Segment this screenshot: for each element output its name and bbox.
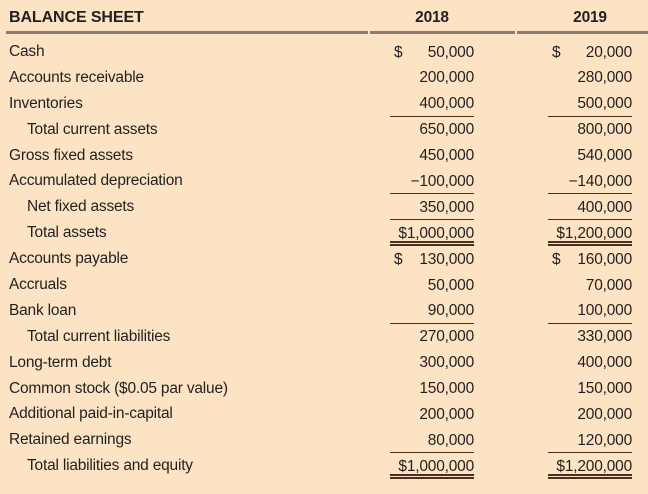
amount-2018: [390, 378, 474, 401]
cell-2018: [370, 168, 517, 194]
amount-2019: [548, 275, 632, 298]
amount-value: 350,000: [419, 198, 474, 216]
table-row: [0, 272, 648, 298]
amount-2018: [390, 352, 474, 375]
currency-symbol: $: [394, 43, 403, 61]
row-label: Inventories: [9, 94, 83, 112]
cell-2018: [370, 39, 517, 65]
amount-2018: [390, 67, 474, 90]
amount-value: $1,200,000: [556, 457, 632, 475]
table-row: [0, 401, 648, 427]
amount-2018: [390, 430, 474, 453]
cell-2019: [517, 298, 648, 324]
amount-value: 450,000: [419, 147, 474, 165]
amount-value: 400,000: [419, 95, 474, 113]
cell-2018: [370, 91, 517, 117]
amount-2019: [548, 197, 632, 220]
cell-2019: [517, 65, 648, 91]
row-label: Retained earnings: [9, 431, 132, 449]
table-row: [0, 324, 648, 350]
cell-2019: [517, 117, 648, 143]
row-label: Bank loan: [9, 301, 77, 319]
amount-2018: [390, 119, 474, 142]
page-title: BALANCE SHEET: [9, 9, 144, 26]
row-label: Total current assets: [27, 120, 158, 138]
amount-2018: [390, 275, 474, 298]
cell-2019: [517, 324, 648, 350]
cell-2018: [370, 298, 517, 324]
amount-value: 200,000: [419, 69, 474, 87]
header-rule-segment: [517, 31, 648, 34]
row-label: Additional paid-in-capital: [9, 405, 173, 423]
currency-symbol: $: [394, 250, 403, 268]
column-header-2018: 2018: [415, 9, 449, 26]
amount-2019: [548, 119, 632, 142]
table-row: [0, 220, 648, 246]
amount-2019: [548, 249, 632, 272]
cell-2018: [370, 65, 517, 91]
column-header-2019: 2019: [573, 9, 607, 26]
header-rule-segment: [370, 31, 515, 34]
cell-2019: [517, 350, 648, 376]
cell-2018: [370, 376, 517, 402]
row-label: Gross fixed assets: [9, 146, 133, 164]
cell-2018: [370, 427, 517, 453]
amount-value: 90,000: [427, 302, 474, 320]
amount-value: 200,000: [577, 405, 632, 423]
amount-2018: [390, 145, 474, 168]
cell-2018: [370, 246, 517, 272]
amount-value: 20,000: [585, 43, 632, 61]
amount-2018: [390, 249, 474, 272]
amount-2018: [390, 171, 474, 194]
header-rule: [6, 31, 648, 34]
amount-value: 100,000: [577, 302, 632, 320]
amount-value: $1,000,000: [398, 457, 474, 475]
amount-value: 50,000: [427, 276, 474, 294]
currency-symbol: $: [552, 250, 561, 268]
amount-value: 200,000: [419, 405, 474, 423]
row-label: Accounts receivable: [9, 68, 144, 86]
amount-value: 540,000: [577, 147, 632, 165]
cell-2019: [517, 91, 648, 117]
amount-2019: [548, 42, 632, 65]
column-2018: [370, 6, 517, 30]
amount-2018: [390, 223, 474, 246]
amount-2019: [548, 145, 632, 168]
row-label: Long-term debt: [9, 353, 112, 371]
amount-2018: [390, 404, 474, 427]
amount-value: 80,000: [427, 431, 474, 449]
amount-2019: [548, 93, 632, 116]
amount-2018: [390, 42, 474, 65]
balance-sheet-rows: [0, 39, 648, 479]
amount-2019: [548, 456, 632, 479]
cell-2019: [517, 143, 648, 169]
cell-2018: [370, 194, 517, 220]
amount-value: 800,000: [577, 121, 632, 139]
cell-2018: [370, 117, 517, 143]
amount-value: 500,000: [577, 95, 632, 113]
cell-2018: [370, 143, 517, 169]
amount-value: 120,000: [577, 431, 632, 449]
amount-2019: [548, 171, 632, 194]
table-row: [0, 39, 648, 65]
amount-2019: [548, 404, 632, 427]
row-label: Common stock ($0.05 par value): [9, 379, 228, 397]
amount-2019: [548, 430, 632, 453]
row-label: Net fixed assets: [27, 198, 135, 216]
table-row: [0, 427, 648, 453]
amount-value: 330,000: [577, 328, 632, 346]
row-label: Accumulated depreciation: [9, 172, 183, 190]
row-label: Cash: [9, 43, 45, 60]
amount-value: −100,000: [410, 172, 474, 190]
table-row: [0, 91, 648, 117]
amount-value: 400,000: [577, 198, 632, 216]
table-row: [0, 350, 648, 376]
cell-2019: [517, 376, 648, 402]
amount-value: 50,000: [427, 43, 474, 61]
table-row: [0, 298, 648, 324]
amount-value: 150,000: [577, 380, 632, 398]
amount-value: $1,200,000: [556, 224, 632, 242]
table-row: [0, 453, 648, 479]
currency-symbol: $: [552, 43, 561, 61]
amount-value: 270,000: [419, 328, 474, 346]
cell-2019: [517, 246, 648, 272]
amount-2019: [548, 326, 632, 349]
cell-2019: [517, 168, 648, 194]
amount-2019: [548, 378, 632, 401]
amount-2018: [390, 300, 474, 323]
cell-2018: [370, 350, 517, 376]
table-row: [0, 117, 648, 143]
table-row: [0, 194, 648, 220]
amount-2019: [548, 300, 632, 323]
amount-2018: [390, 326, 474, 349]
amount-value: 160,000: [577, 250, 632, 268]
cell-2019: [517, 272, 648, 298]
column-2019: [517, 6, 648, 30]
amount-2019: [548, 352, 632, 375]
cell-2019: [517, 194, 648, 220]
table-row: [0, 246, 648, 272]
amount-value: 70,000: [585, 276, 632, 294]
row-label: Accounts payable: [9, 250, 129, 268]
row-label: Total current liabilities: [27, 327, 171, 345]
row-label: Total assets: [27, 224, 107, 242]
cell-2018: [370, 324, 517, 350]
amount-2018: [390, 456, 474, 479]
cell-2019: [517, 39, 648, 65]
amount-value: 130,000: [419, 250, 474, 268]
amount-2019: [548, 223, 632, 246]
cell-2018: [370, 220, 517, 246]
cell-2019: [517, 401, 648, 427]
table-row: [0, 168, 648, 194]
amount-2018: [390, 93, 474, 116]
row-label: Accruals: [9, 276, 67, 294]
table-row: [0, 143, 648, 169]
header-rule-segment: [6, 31, 368, 34]
amount-value: 150,000: [419, 380, 474, 398]
cell-2018: [370, 401, 517, 427]
amount-value: 650,000: [419, 121, 474, 139]
balance-sheet-header: [0, 6, 648, 30]
row-label: Total liabilities and equity: [27, 457, 193, 475]
table-row: [0, 65, 648, 91]
table-row: [0, 376, 648, 402]
cell-2018: [370, 453, 517, 479]
cell-2019: [517, 427, 648, 453]
amount-value: $1,000,000: [398, 224, 474, 242]
amount-value: 300,000: [419, 354, 474, 372]
cell-2019: [517, 453, 648, 479]
cell-2018: [370, 272, 517, 298]
amount-value: 400,000: [577, 354, 632, 372]
cell-2019: [517, 220, 648, 246]
amount-value: −140,000: [568, 172, 632, 190]
amount-2019: [548, 67, 632, 90]
amount-value: 280,000: [577, 69, 632, 87]
amount-2018: [390, 197, 474, 220]
